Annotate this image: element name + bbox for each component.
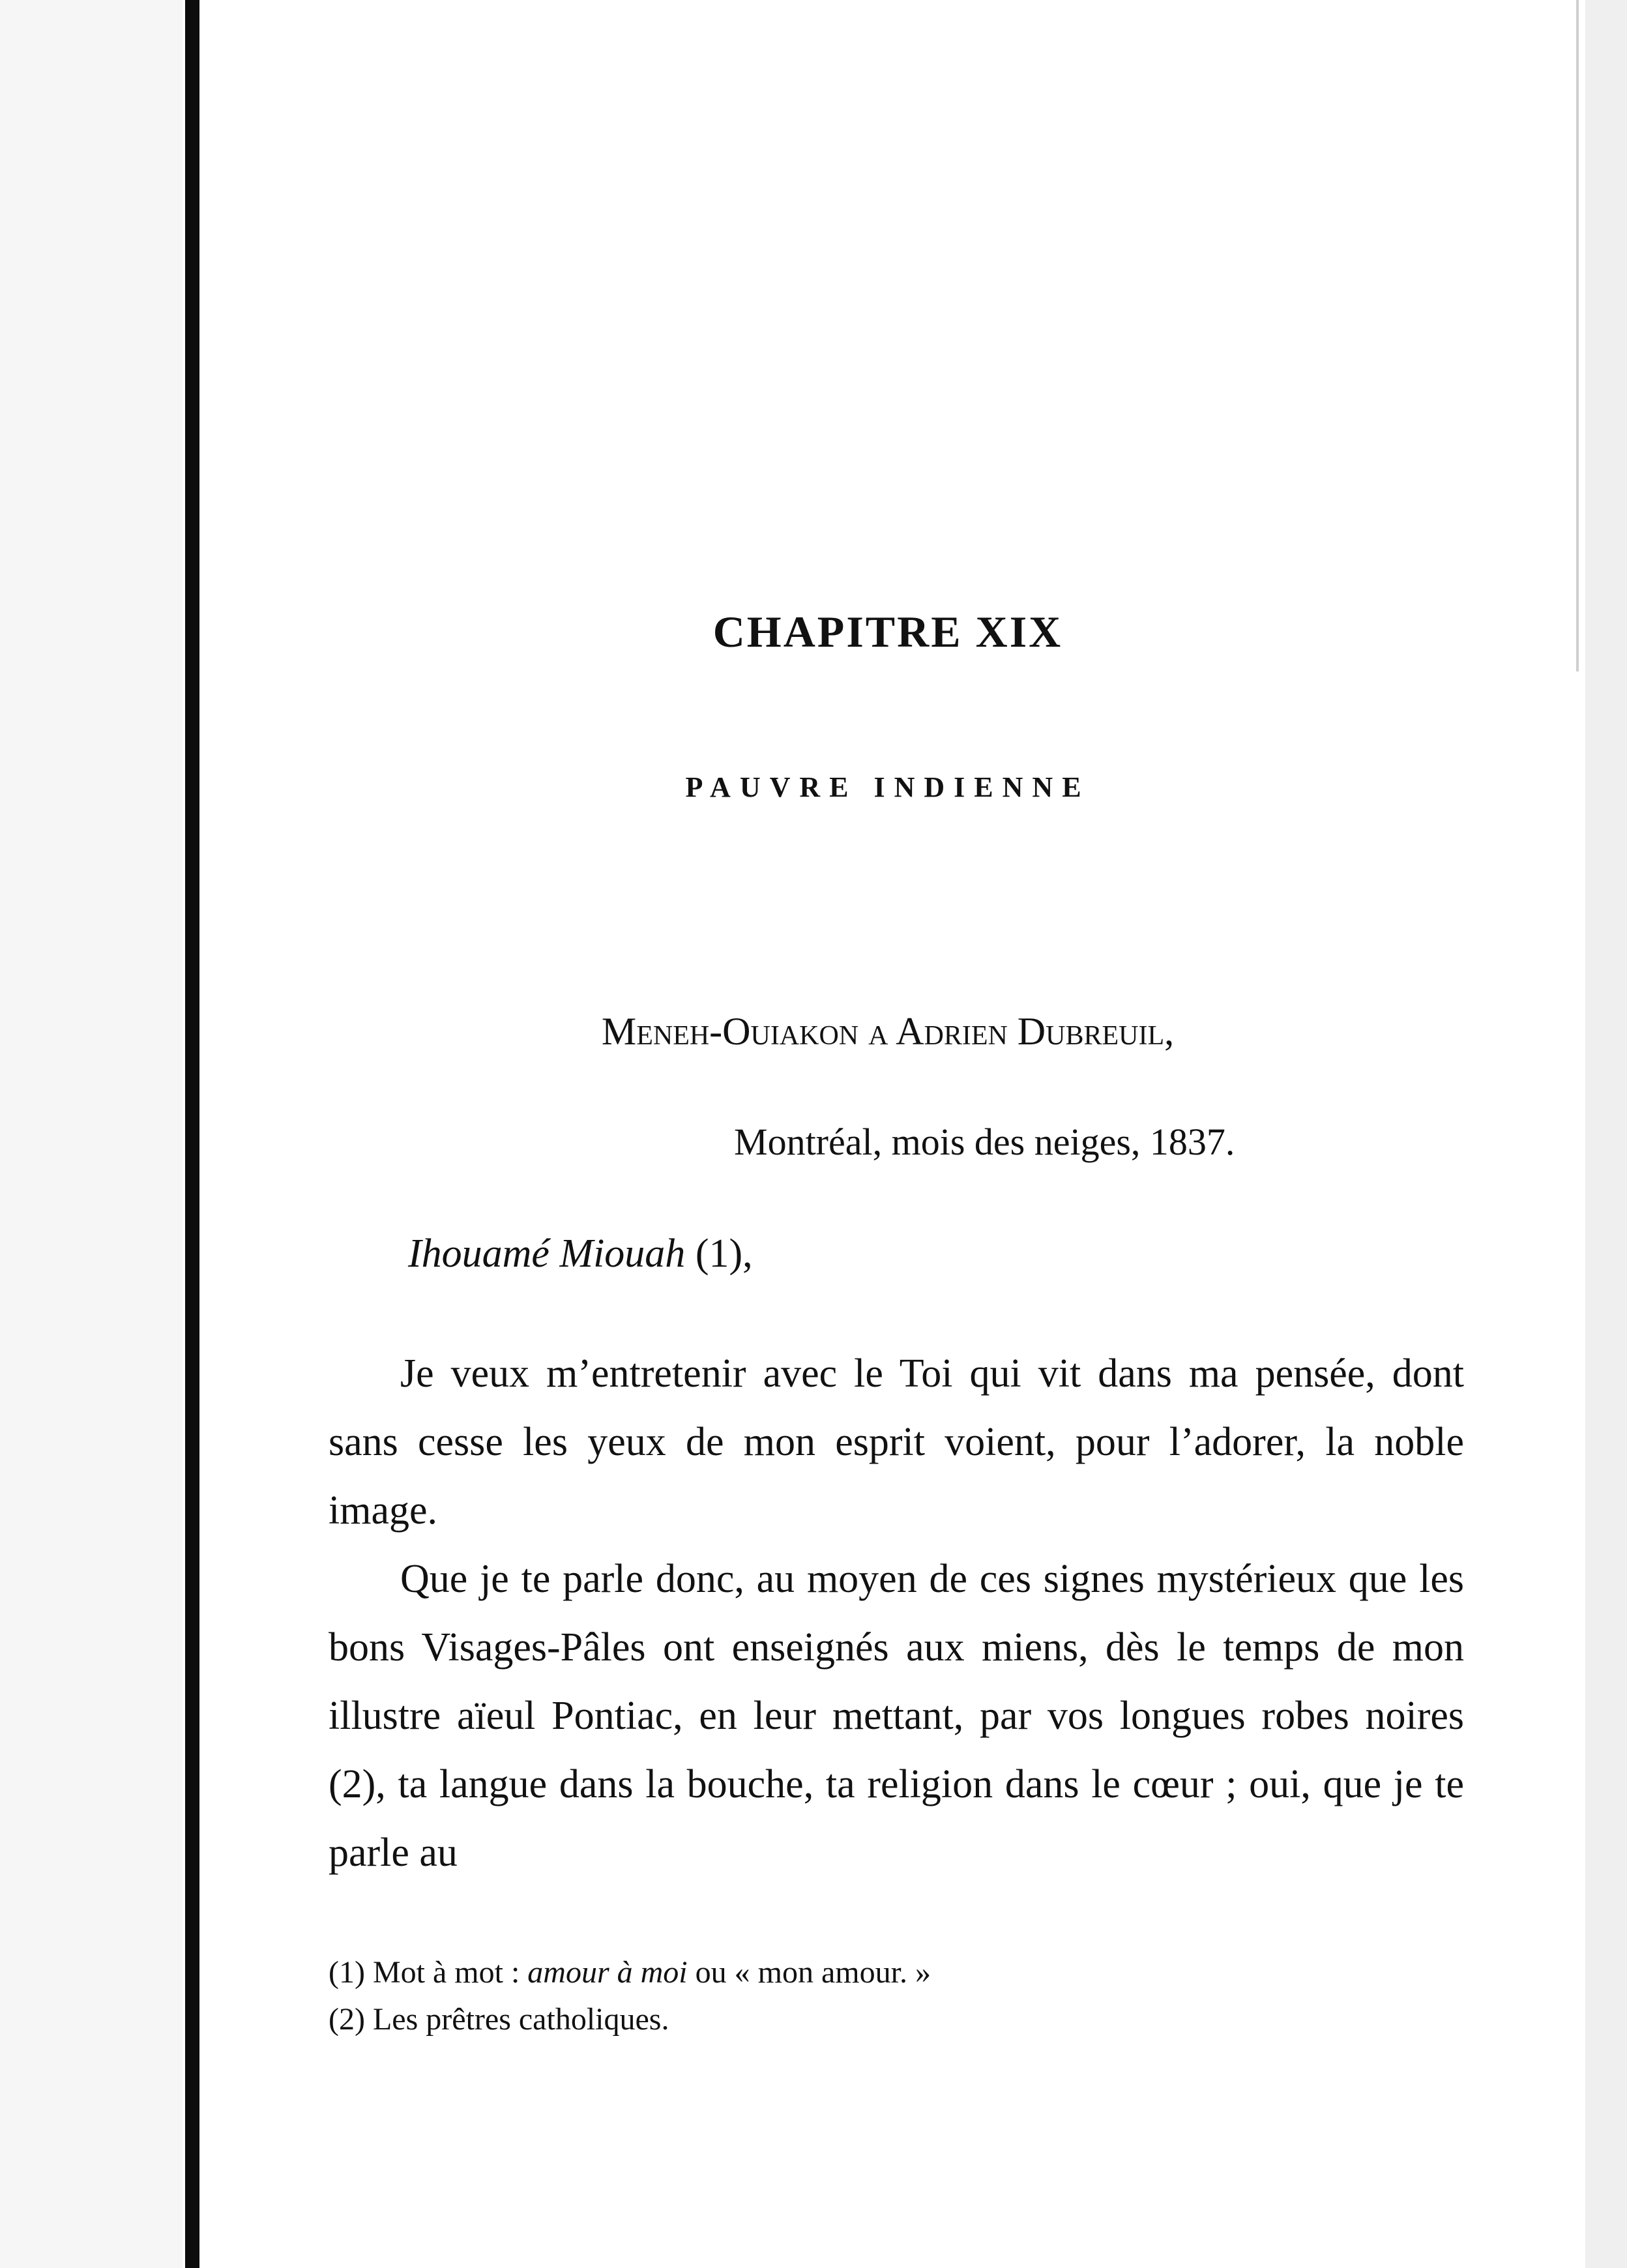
footnote bbox=[329, 1949, 931, 1996]
letter-address: Meneh-Ouiakon a Adrien Dubreuil, bbox=[601, 1010, 1175, 1053]
letter-body bbox=[329, 1340, 1464, 1887]
salutation-name: Ihouamé Miouah bbox=[408, 1231, 686, 1276]
footnote-text: Mot à mot : bbox=[372, 1955, 520, 1990]
facing-page-margin bbox=[0, 0, 183, 2268]
page-edge bbox=[1585, 0, 1627, 2268]
letter-dateline: Montréal, mois des neiges, 1837. bbox=[734, 1121, 1235, 1163]
footnotes bbox=[329, 1949, 931, 2043]
letter-salutation bbox=[408, 1231, 753, 1277]
chapter-title: CHAPITRE XIX bbox=[712, 607, 1063, 656]
footnote-text: ou « mon amour. » bbox=[695, 1955, 931, 1990]
paragraph: Je veux m’entretenir avec le Toi qui vit dans ma pensée, dont sans cesse les yeux de mon esprit voient, pour l’adorer, la noble image. bbox=[329, 1351, 1464, 1533]
page-edge-line bbox=[1576, 0, 1579, 671]
chapter-subtitle: PAUVRE INDIENNE bbox=[685, 771, 1091, 803]
book-spine-shadow bbox=[185, 0, 199, 2268]
footnote-marker: (2) bbox=[329, 2002, 365, 2037]
paragraph: Que je te parle donc, au moyen de ces signes mystérieux que les bons Visages-Pâles ont enseignés aux miens, dès le temps de mon illustre aïeul Pontiac, en leur mettant, par vos longues robes noires (2), ta langue dans la bouche, ta religion dans le cœur ; oui, que je te parle au bbox=[329, 1557, 1464, 1875]
book-page bbox=[199, 0, 1576, 2268]
footnote-italic: amour à moi bbox=[527, 1955, 688, 1990]
footnote-text: Les prêtres catholiques. bbox=[372, 2002, 669, 2037]
salutation-footnote-ref: (1), bbox=[695, 1231, 753, 1276]
footnote bbox=[329, 1996, 931, 2043]
footnote-marker: (1) bbox=[329, 1955, 365, 1990]
